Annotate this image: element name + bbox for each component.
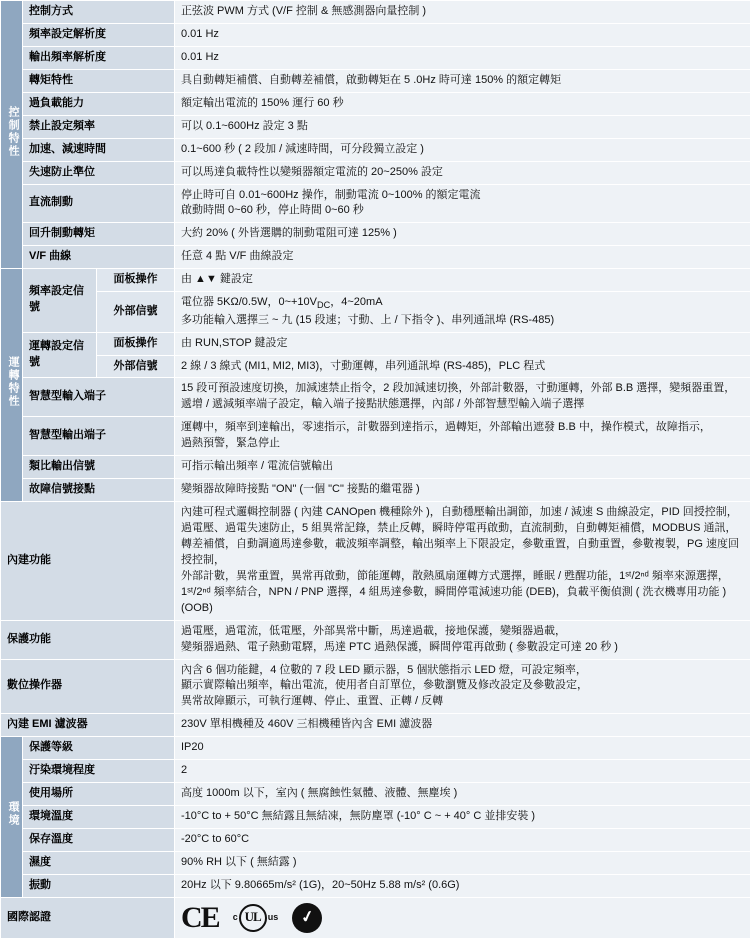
- digital-operator-line-1: 內含 6 個功能鍵，4 位數的 7 段 LED 顯示器，5 個狀態指示 LED 燈，可設定頻率，: [181, 663, 587, 676]
- row-value-freq-signal-panel: 由 ▲▼ 鍵設定: [175, 269, 751, 292]
- table-row: [1, 829, 751, 852]
- table-row: [1, 1, 751, 24]
- dc-brake-line-1: 停止時可自 0.01~600Hz 操作，制動電流 0~100% 的額定電流: [181, 188, 481, 201]
- row-value-analog-output: 可指示輸出頻率 / 電流信號輸出: [175, 456, 751, 479]
- row-label-dc-brake: 直流制動: [23, 184, 175, 223]
- row-value-vf-curve: 任意 4 點 V/F 曲線設定: [175, 246, 751, 269]
- group-label-environment: [1, 737, 23, 898]
- row-label-vf-curve: V/F 曲線: [23, 246, 175, 269]
- table-row: [1, 246, 751, 269]
- table-row: [1, 760, 751, 783]
- table-row: [1, 851, 751, 874]
- freq-signal-external-line-1: 電位器 5KΩ/0.5W，$0\sim+10V_{DC}$，4~20mA: [181, 296, 383, 311]
- row-value-dc-brake: [175, 184, 751, 223]
- sublabel-freq-signal-external: 外部信號: [97, 292, 175, 332]
- row-label-freq-setting-res: 頻率設定解析度: [23, 23, 175, 46]
- table-row: [1, 161, 751, 184]
- table-row: [1, 269, 751, 292]
- row-value-emi-filter: 230V 單相機種及 460V 三相機種皆內含 EMI 濾波器: [175, 714, 751, 737]
- row-value-vibration: 20Hz 以下 9.80665m/s² (1G)，20~50Hz 5.88 m/s² (0.6G): [175, 874, 751, 897]
- row-value-forbidden-freq: 可以 0.1~600Hz 設定 3 點: [175, 115, 751, 138]
- table-row: [1, 659, 751, 714]
- group-label-control: [1, 1, 23, 269]
- row-value-stall-prevent: 可以馬達負載特性以變頻器額定電流的 20~250% 設定: [175, 161, 751, 184]
- builtin-line-4: 外部計數，異常重置，異常再啟動，節能運轉，散熱風扇運轉方式選擇，睡眠 / 甦醒功能，1ˢᵗ/2ⁿᵈ 頻率來源選擇，: [181, 569, 729, 582]
- table-row: [1, 737, 751, 760]
- table-row: [1, 502, 751, 621]
- ce-mark-icon: CE: [181, 900, 219, 934]
- row-value-smart-output: [175, 417, 751, 456]
- row-value-humidity: 90% RH 以下 ( 無結露 ): [175, 851, 751, 874]
- dc-brake-line-2: 啟動時間 0~60 秒，停止時間 0~60 秒: [181, 204, 364, 217]
- row-value-freq-signal-external: [175, 292, 751, 332]
- table-row: [1, 355, 751, 378]
- table-row: [1, 184, 751, 223]
- row-label-installation-site: 使用場所: [23, 783, 175, 806]
- row-value-digital-operator: [175, 659, 751, 714]
- row-value-torque-char: 具自動轉矩補償、自動轉差補償，啟動轉矩在 5 .0Hz 時可達 150% 的額定轉矩: [175, 69, 751, 92]
- table-row: [1, 806, 751, 829]
- row-value-storage-temp: -20°C to 60°C: [175, 829, 751, 852]
- table-row: [1, 417, 751, 456]
- row-value-builtin: [175, 502, 751, 621]
- table-row: [1, 223, 751, 246]
- row-value-control-mode: 正弦波 PWM 方式 (V/F 控制 & 無感測器向量控制 ): [175, 1, 751, 24]
- table-row: [1, 138, 751, 161]
- table-row: [1, 23, 751, 46]
- row-value-run-signal-external: 2 線 / 3 線式 (MI1, MI2, MI3)，寸動運轉，串列通訊埠 (RS-485)，PLC 程式: [175, 355, 751, 378]
- row-label-protection-class: 保護等級: [23, 737, 175, 760]
- digital-operator-line-2: 顯示實際輸出頻率，輸出電流，使用者自訂單位，參數瀏覽及修改設定及參數設定，: [181, 679, 588, 692]
- freq-signal-external-line-2: 多功能輸入選擇三 ~ 九 (15 段速；寸動、上 / 下指令 )、串列通訊埠 (RS-485): [181, 313, 555, 326]
- row-label-analog-output: 類比輸出信號: [23, 456, 175, 479]
- row-label-run-signal: 運轉設定信號: [23, 332, 97, 378]
- builtin-line-5: 1ˢᵗ/2ⁿᵈ 頻率結合，NPN / PNP 選擇，4 組馬達參數，瞬間停電減速功能 (DEB)，負載平衡偵測 ( 洗衣機專用功能 )(OOB): [181, 585, 727, 614]
- row-label-torque-char: 轉矩特性: [23, 69, 175, 92]
- builtin-line-2: 過電壓、過電失速防止，5 組異常記錄，禁止反轉，瞬時停電再啟動，直流制動，自動轉矩補償，MODBUS 通訊，: [181, 522, 737, 535]
- tuv-mark-icon: ✓: [292, 903, 322, 933]
- ul-mark-us: us: [267, 912, 279, 923]
- row-label-control-mode: 控制方式: [23, 1, 175, 24]
- digital-operator-line-3: 異常故障顯示，可執行運轉、停止、重置、正轉 / 反轉: [181, 695, 444, 708]
- table-row: [1, 46, 751, 69]
- row-label-builtin: 內建功能: [1, 502, 175, 621]
- table-row: [1, 897, 751, 938]
- table-row: [1, 783, 751, 806]
- row-value-regen-torque: 大約 20% ( 外皆選購的制動電阻可達 125% ): [175, 223, 751, 246]
- row-value-pollution-degree: 2: [175, 760, 751, 783]
- row-label-accel-decel: 加速、減速時間: [23, 138, 175, 161]
- row-value-protection: [175, 620, 751, 659]
- builtin-line-3: 轉差補償，自動調適馬達參數，載波頻率調整，輸出頻率上下限設定，參數重置，自動重置，參數複製，PG 速度回授控制，: [181, 537, 739, 566]
- table-row: [1, 69, 751, 92]
- row-value-protection-class: IP20: [175, 737, 751, 760]
- row-label-ambient-temp: 環境溫度: [23, 806, 175, 829]
- row-label-overload: 過負載能力: [23, 92, 175, 115]
- row-value-run-signal-panel: 由 RUN,STOP 鍵設定: [175, 332, 751, 355]
- row-label-storage-temp: 保存溫度: [23, 829, 175, 852]
- sublabel-run-signal-external: 外部信號: [97, 355, 175, 378]
- row-label-smart-input: 智慧型輸入端子: [23, 378, 175, 417]
- row-value-fault-contact: 變頻器故障時接點 "ON" (一個 "C" 接點的繼電器 ): [175, 479, 751, 502]
- sublabel-run-signal-panel: 面板操作: [97, 332, 175, 355]
- row-label-protection: 保護功能: [1, 620, 175, 659]
- builtin-line-1: 內建可程式邏輯控制器 ( 內建 CANOpen 機種除外 )，自動穩壓輸出調節，加速 / 減速 S 曲線設定，PID 回授控制，: [181, 506, 738, 519]
- row-label-stall-prevent: 失速防止準位: [23, 161, 175, 184]
- group-label-operation-text: 運轉特性: [7, 356, 20, 409]
- row-label-vibration: 振動: [23, 874, 175, 897]
- row-label-smart-output: 智慧型輸出端子: [23, 417, 175, 456]
- row-value-output-freq-res: 0.01 Hz: [175, 46, 751, 69]
- table-row: [1, 620, 751, 659]
- row-label-output-freq-res: 輸出頻率解析度: [23, 46, 175, 69]
- group-label-operation: [1, 269, 23, 502]
- table-row: [1, 92, 751, 115]
- row-label-certification: 國際認證: [1, 897, 175, 938]
- smart-output-line-1: 運轉中，頻率到達輸出，零速指示，計數器到達指示，過轉矩，外部輸出遮發 B.B 中，操作模式，故障指示，: [181, 421, 711, 434]
- group-label-environment-text: 環境: [7, 801, 20, 828]
- row-label-regen-torque: 回升制動轉矩: [23, 223, 175, 246]
- table-row: [1, 714, 751, 737]
- group-label-control-text: 控制特性: [7, 105, 20, 158]
- row-value-certification: [175, 897, 751, 938]
- smart-output-line-2: 過熱預警，緊急停止: [181, 437, 280, 450]
- smart-input-line-1: 15 段可預設速度切換，加減速禁止指令，2 段加減速切換，外部計數器，寸動運轉，外部 B.B 選擇，變頻器重置，: [181, 382, 736, 395]
- sublabel-freq-signal-panel: 面板操作: [97, 269, 175, 292]
- row-value-ambient-temp: -10°C to + 50°C 無結露且無結凍，無防塵罩 (-10° C ~ + 40° C 並排安裝 ): [175, 806, 751, 829]
- ul-mark-icon: [233, 904, 279, 932]
- row-value-freq-setting-res: 0.01 Hz: [175, 23, 751, 46]
- protection-line-1: 過電壓，過電流，低電壓，外部異常中斷，馬達過載，接地保護，變頻器過載，: [181, 624, 566, 637]
- row-label-emi-filter: 內建 EMI 濾波器: [1, 714, 175, 737]
- row-value-installation-site: 高度 1000m 以下，室內 ( 無腐蝕性氣體、液體、無塵埃 ): [175, 783, 751, 806]
- row-label-freq-signal: 頻率設定信號: [23, 269, 97, 332]
- table-row: [1, 456, 751, 479]
- table-row: [1, 874, 751, 897]
- row-label-fault-contact: 故障信號接點: [23, 479, 175, 502]
- row-label-digital-operator: 數位操作器: [1, 659, 175, 714]
- certification-marks: [181, 901, 744, 935]
- ul-mark-circle: UL: [239, 904, 267, 932]
- table-row: [1, 115, 751, 138]
- table-row: [1, 332, 751, 355]
- table-row: [1, 378, 751, 417]
- row-label-forbidden-freq: 禁止設定頻率: [23, 115, 175, 138]
- row-label-pollution-degree: 汙染環境程度: [23, 760, 175, 783]
- row-value-accel-decel: 0.1~600 秒 ( 2 段加 / 減速時間，可分段獨立設定 ): [175, 138, 751, 161]
- row-label-humidity: 濕度: [23, 851, 175, 874]
- row-value-smart-input: [175, 378, 751, 417]
- ul-mark-c: c: [232, 912, 238, 923]
- table-row: [1, 292, 751, 332]
- row-value-overload: 額定輸出電流的 150% 運行 60 秒: [175, 92, 751, 115]
- smart-input-line-2: 遞增 / 遞減頻率端子設定，輸入端子接點狀態選擇，內部 / 外部智慧型輸入端子選擇: [181, 398, 585, 411]
- protection-line-2: 變頻器過熱、電子熱動電驛，馬達 PTC 過熱保護，瞬間停電再啟動 ( 參數設定可達 20 秒 ): [181, 640, 618, 653]
